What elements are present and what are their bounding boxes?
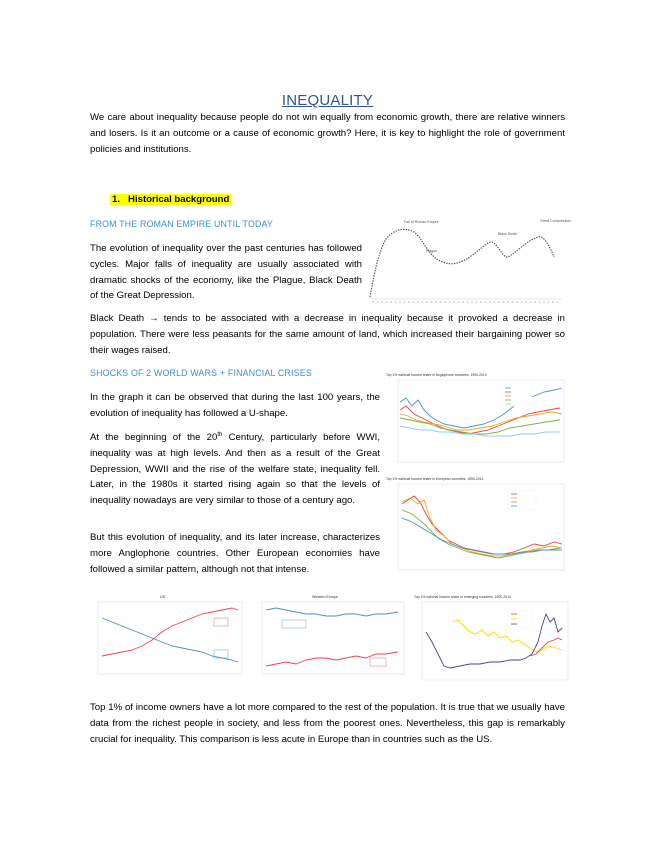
beginning-paragraph [90,430,380,509]
section-heading-historical [110,194,231,205]
beginning-post: Century, particularly before WWI, inequality was at high levels. And then as a result of the Great Depression, WWII and the rise of the welfare state, inequality fell. Later, in the 1980s it started rising again so that the levels of inequality nowadays are very similar to those of a century ago. [90,432,380,507]
top1-paragraph: Top 1% of income owners have a lot more compared to the rest of the population. It is true that we usually have data from the richest people in society, and less from the poorest ones. Nevertheless, this gap is remarkably crucial for inequality. This comparison is less acute in Europe than in countries such as the US. [90,702,565,745]
section-label: Historical background [128,194,230,205]
beginning-sup: th [217,431,223,438]
western-europe-chart-title: Western Europe [312,595,338,599]
evolution-paragraph: The evolution of inequality over the past centuries has followed cycles. Major falls of inequality are usually associated with dramatic shocks of the economy, like the Plague, Black Death of the Great Depression. [90,243,362,302]
us-chart [86,592,246,682]
us-chart-title: US [160,595,165,599]
beginning-pre: At the beginning of the 20 [90,432,218,443]
subhead-shocks: SHOCKS OF 2 WORLD WARS + FINANCIAL CRISES [90,368,312,378]
long-run-inequality-figure [366,217,572,309]
black-death-paragraph: Black Death → tends to be associated with a decrease in inequality because it provoked a decrease in population. There were less peasants for the same amount of land, which increased their bargaining power so their wages raised. [90,313,565,356]
subhead-roman: FROM THE ROMAN EMPIRE UNTIL TODAY [90,219,274,229]
label-plague: Plague [426,249,438,253]
anglophone-chart-title: Top 1% national income share in Anglophone countries, 1900-2013 [386,373,487,377]
page-title: INEQUALITY [281,92,374,109]
western-europe-chart [252,592,408,682]
intro-paragraph: We care about inequality because people do not win equally from economic growth, there are relative winners and losers. Is it an outcome or a cause of economic growth? Here, it is key to highlight the role of government policies and institutions. [90,112,565,155]
section-number: 1. [112,194,121,205]
long-run-inequality-curve [370,229,554,297]
emerging-chart [412,592,572,686]
european-chart [384,474,568,578]
anglophone-paragraph: But this evolution of inequality, and its later increase, characterizes more Anglophone countries. Other European economies have followed a similar pattern, although not that intense. [90,532,380,575]
label-great-compression: Great Compression [540,219,572,223]
european-chart-title: Top 1% national income share in European countries, 1890-2014 [386,477,484,481]
anglophone-chart [384,370,568,470]
emerging-chart-title: Top 1% national income share in emerging countries, 1900-2014 [414,595,511,599]
label-black-death: Black Death [498,232,518,236]
label-fall-roman: Fall of Roman Empire [404,220,439,224]
ushape-paragraph: In the graph it can be observed that during the last 100 years, the evolution of inequality has followed a U-shape. [90,392,380,419]
